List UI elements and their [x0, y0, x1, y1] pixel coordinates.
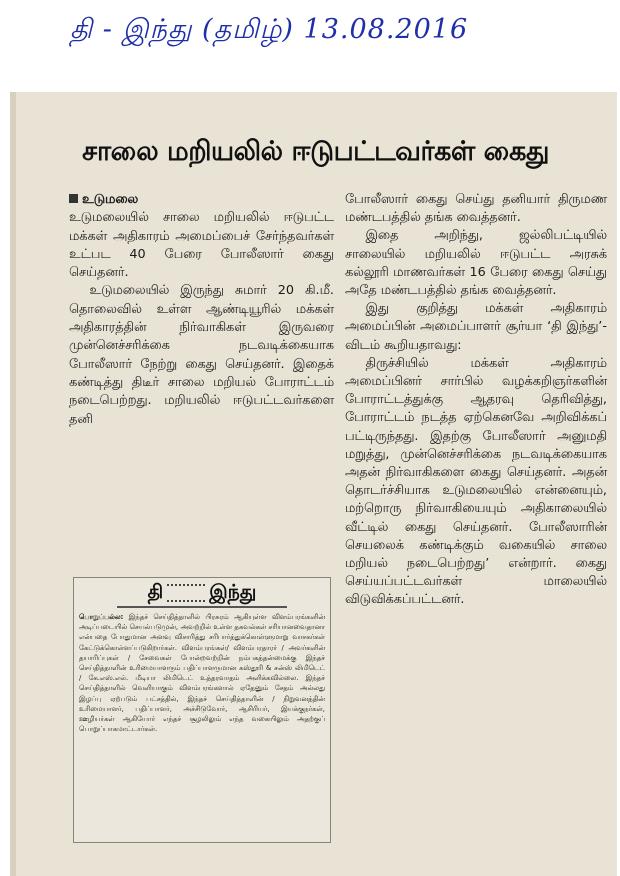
the-hindu-logo: [117, 581, 287, 608]
article-headline: சாலை மறியலில் ஈடுபட்டவர்கள் கைது: [82, 136, 549, 167]
disclaimer-box: [73, 577, 331, 843]
right-paragraph-4: திருச்சியில் மக்கள் அதிகாரம் அமைப்பினர் சார்பில் வழக்கறிஞர்களின் போராட்டத்துக்கு ஆதரவு தெரிவித்து, போராட்டம் நடத்த ஏற்கெனவே அறிவிக்கப் பட்டிருந்தது. இதற்கு போலீஸார் அனுமதி மறுத்து, முன்னெச்சரிக்கை நடவடிக்கையாக அதன் நிர்வாகிகளை கைது செய்தனர். அதன் தொடர்ச்சியாக உடுமலையில் என்னையும், மற்றொரு நிர்வாகியையும் அதிகாலையில் வீட்டில் கைது செய்தனர். போலீஸாரின் செயலைக் கண்டிக்கும் வகையில் சாலை மறியல் நடைபெற்றது’ என்றார். கைது செய்யப்பட்டவர்கள் மாலையில் விடுவிக்கப்பட்டனர்.: [345, 355, 607, 608]
disclaimer-label: பொறுப்பல்ல:: [79, 613, 124, 621]
article-left-column: [69, 191, 334, 429]
dateline-square-icon: [69, 194, 78, 203]
emblem-icon: [167, 584, 205, 602]
dateline-text: உடுமலை: [82, 192, 139, 207]
right-paragraph-3: இது குறித்து மக்கள் அதிகாரம் அமைப்பின் அமைப்பாளர் சூர்யா ‘தி இந்து’-விடம் கூறியதாவது:: [345, 301, 607, 353]
disclaimer-text: [79, 612, 325, 734]
logo-text-right: இந்து: [209, 581, 257, 603]
left-paragraph-2: உடுமலையில் இருந்து சுமார் 20 கி.மீ. தொலைவில் உள்ள ஆண்டியூரில் மக்கள் அதிகாரத்தின் நிர்வாகிகள் இருவரை முன்னெச்சரிக்கை நடவடிக்கையாக போலீஸார் நேற்று கைது செய்தனர். இதைக் கண்டித்து திடீர் சாலை மறியல் போராட்டம் நடைபெற்றது. மறியலில் ஈடுபட்டவர்களை தனி: [69, 283, 334, 427]
right-paragraph-1: போலீஸார் கைது செய்து தனியார் திருமண மண்டபத்தில் தங்க வைத்தனர்.: [345, 192, 607, 226]
left-paragraph-1: உடுமலையில் சாலை மறியலில் ஈடுபட்ட மக்கள் அதிகாரம் அமைப்பைச் சேர்ந்தவர்கள் உட்பட 40 பேரை போலீஸார் கைது செய்தனர்.: [69, 210, 334, 281]
handwritten-date-annotation: தி - இந்து (தமிழ்) 13.08.2016: [70, 14, 469, 45]
disclaimer-body: இந்தச் செய்தித்தாளில் பிரசுரம் ஆகியுள்ள விளம்பரங்களின் அடிப்படையில் செயல்படுமுன், அவற்றில் உள்ள தகவல்கள் சரியானவைதானா என்பதை போதுமான அளவு விசாரித்து சரிபார்த்துக்கொள்ளுமாறு வாசகர்கள் கேட்டுக்கொள்ளப்படுகிறார்கள். விளம்பரங்கள்/ விளம்பரதாரர் / அவர்களின் தயாரிப்புகள் / சேவைகள் போன்றவற்றின் நம்பகத்தன்மைக்கு இந்தச் செய்தித்தாளின் உரிமையாளரும் பதிப்பாளருமான கஸ்தூரி & சன்ஸ் லிமிடெட் / கே.எஸ்.எல். மீடியா லிமிடெட் உத்தரவாதம் அளிக்கவில்லை. இந்தச் செய்தித்தாளில் வெளியாகும் விளம்பரங்களால் ஏதேனும் சேதம் அல்லது இழப்பு ஏற்படும் பட்சத்தில், இந்தச் செய்தித்தாளின் / நிறுவனத்தின் உரிமையாளர், பதிப்பாளர், அச்சிடுவோர், ஆசிரியர், இயக்குநர்கள், ஊழியர்கள் ஆகியோர் எந்தச் சூழலிலும் எந்த வகையிலும் அதற்குப் பொறுப்பாகமாட்டார்கள்.: [79, 613, 325, 734]
right-paragraph-2: இதை அறிந்து, ஜல்லிபட்டியில் சாலையில் மறியலில் ஈடுபட்ட அரசுக் கல்லூரி மாணவர்கள் 16 பேரை கைது செய்து அதே மண்டபத்தில் தங்க வைத்தனர்.: [345, 228, 607, 299]
article-right-column: [345, 191, 607, 610]
article-dateline: [69, 191, 334, 209]
logo-text-left: தி: [147, 581, 164, 603]
newspaper-clipping: [13, 92, 617, 876]
